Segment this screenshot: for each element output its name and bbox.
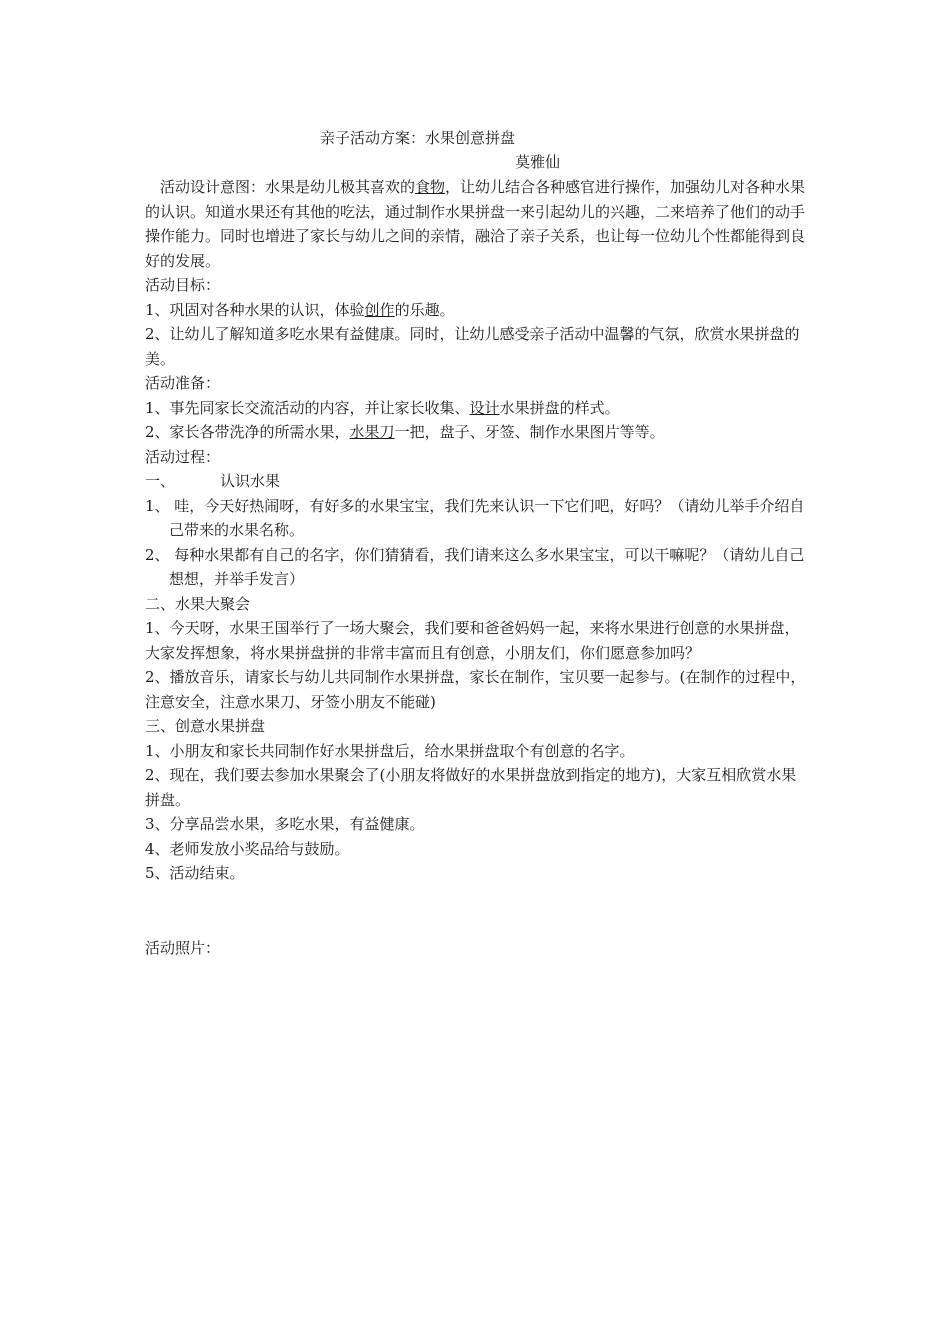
prep-item-1-text: 1、事先同家长交流活动的内容，并让家长收集、 [145,398,470,417]
photos-label: 活动照片： [145,938,221,957]
link-creation[interactable]: 创作 [364,300,395,319]
section-2-item-1: 1、今天呀，水果王国举行了一场大聚会，我们要和爸爸妈妈一起，来将水果进行创意的水果拼盘，大家发挥想象，将水果拼盘拼的非常丰富而且有创意，小朋友们，你们愿意参加吗？ [145,619,800,662]
prep-item-2-text: 2、家长各带洗净的所需水果， [145,423,350,441]
goal-item-1 [145,298,810,323]
section-1-item-1: 1、 哇，今天好热闹呀，有好多的水果宝宝，我们先来认识一下它们吧，好吗？（请幼儿举手介绍自己带来的水果名称。 [145,496,805,539]
document-author: 莫雅仙 [515,153,561,171]
section-3-item-4: 4、老师发放小奖品给与鼓励。 [145,839,350,858]
goals-heading: 活动目标： [145,276,221,294]
section-3-item-3: 3、分享品尝水果，多吃水果，有益健康。 [145,815,425,833]
prep-item-2-suffix: 一把，盘子、牙签、制作水果图片等等。 [394,423,665,441]
section-3-item-1: 1、小朋友和家长共同制作好水果拼盘后，给水果拼盘取个有创意的名字。 [145,741,635,760]
prep-heading: 活动准备： [145,374,221,392]
section-1-heading [145,469,810,494]
goal-item-1-suffix: 的乐趣。 [394,300,455,319]
intro-text-rest: ，让幼儿结合各种感官进行操作，加强幼儿对各种水果的认识。知道水果还有其他的吃法，通过制作水果拼盘一来引起幼儿的兴趣，二来培养了他们的动手操作能力。同时也增进了家长与幼儿之间的亲情，融洽了亲子关系，也让每一位幼儿个性都能得到良好的发展。 [145,178,806,270]
link-fruit-knife[interactable]: 水果刀 [349,423,395,441]
intro-text: 活动设计意图：水果是幼儿极其喜欢的 [160,178,416,196]
spacer [145,886,810,936]
prep-item-1-suffix: 水果拼盘的样式。 [499,398,620,417]
section-3-heading: 三、创意水果拼盘 [145,717,266,735]
intro-paragraph [145,175,810,273]
goal-item-1-text: 1、巩固对各种水果的认识，体验 [145,300,365,319]
section-3-item-2: 2、现在，我们要去参加水果聚会了(小朋友将做好的水果拼盘放到指定的地方)，大家互相欣赏水果拼盘。 [145,766,797,809]
section-1-number: 一、 [145,472,176,490]
document-body [145,175,810,960]
section-2-item-2: 2、播放音乐，请家长与幼儿共同制作水果拼盘，家长在制作，宝贝要一起参与。(在制作的过程中，注意安全，注意水果刀、牙签小朋友不能碰) [145,668,806,711]
section-3-item-5: 5、活动结束。 [145,864,245,882]
document-title: 亲子活动方案：水果创意拼盘 [320,129,516,147]
prep-item-1 [145,396,810,421]
section-2-heading: 二、水果大聚会 [145,594,251,613]
process-heading: 活动过程： [145,447,221,466]
goal-item-2: 2、让幼儿了解知道多吃水果有益健康。同时，让幼儿感受亲子活动中温馨的气氛，欣赏水果拼盘的美。 [145,325,800,368]
link-food[interactable]: 食物 [415,178,446,196]
section-1-item-2: 2、 每种水果都有自己的名字，你们猜猜看，我们请来这么多水果宝宝，可以干嘛呢？（请幼儿自己想想，并举手发言） [145,545,805,588]
section-1-title: 认识水果 [220,472,281,490]
link-design[interactable]: 设计 [469,398,500,417]
prep-item-2 [145,420,810,445]
